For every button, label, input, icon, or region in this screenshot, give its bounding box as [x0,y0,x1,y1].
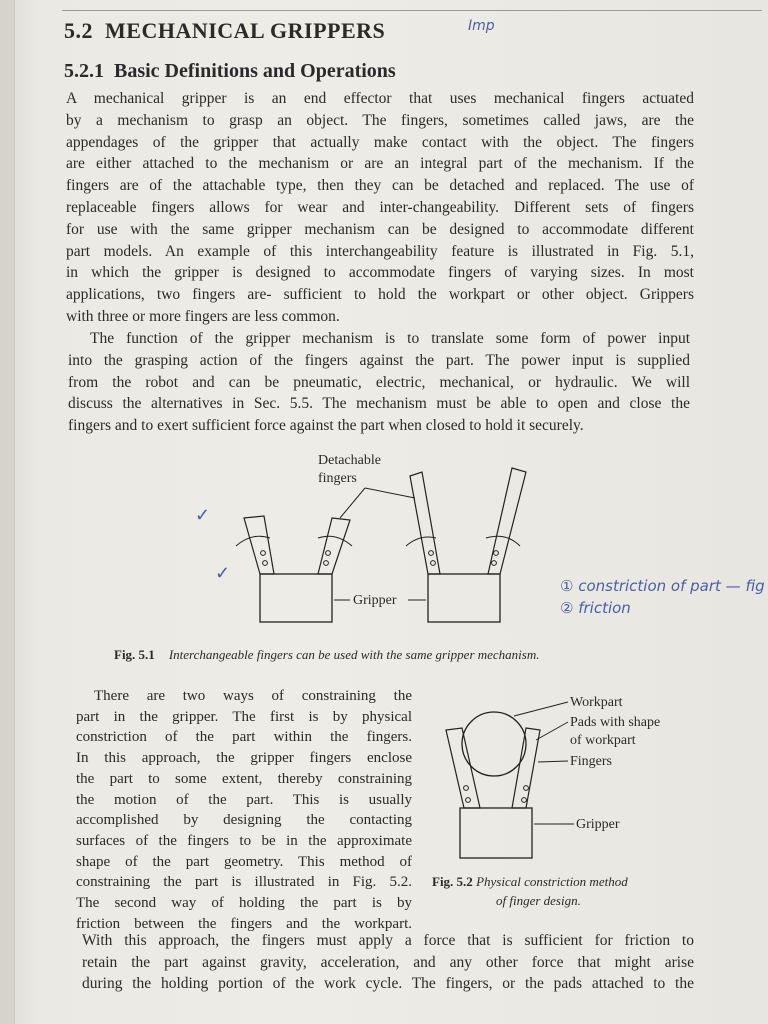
paragraph-1 [66,88,694,328]
section-title [64,18,385,44]
workpart-circle [462,712,526,776]
adjacent-page-margin [0,0,15,1024]
text-line: With this approach, the fingers must apply a force that is sufficient for friction to [82,932,694,949]
text-line: In this approach, the gripper fingers enclose [76,750,412,767]
caption-number: Fig. 5.2 [432,874,473,889]
text-line: appendages of the gripper that actually make contact with the object. The fingers [66,133,694,151]
caption-text: of finger design. [496,893,581,908]
text-line: part in the gripper. The first is by physical [76,708,412,725]
gripper-label: Gripper [576,817,620,832]
text-line: into the grasping action of the fingers against the part. The power input is supplied [68,351,690,369]
text-line: constriction of the part within the fingers. [76,729,412,746]
section-number: 5.2 [64,18,93,43]
long-finger-left [410,472,440,574]
paragraph-4 [82,930,694,995]
text-line: There are two ways of constraining the [94,688,412,704]
subsection-title-text: Basic Definitions and Operations [114,60,396,82]
text-line: by a mechanism to grasp an object. The fingers, sometimes called jaws, are the [66,111,694,129]
text-line: accomplished by designing the contacting [76,812,412,829]
text-line: The second way of holding the part is by [76,895,412,912]
text-line: with three or more fingers are less common. [66,307,340,325]
long-finger-right [488,468,526,574]
caption-text: Physical constriction method [476,874,628,889]
handwritten-margin-notes [560,575,765,619]
note-line: ② friction [560,599,631,617]
text-line: from the robot and can be pneumatic, electric, mechanical, or hydraulic. We will [68,373,690,391]
subsection-title [64,60,396,83]
text-line: retain the part against gravity, acceleration, and any other force that might arise [82,953,694,971]
text-line: discuss the alternatives in Sec. 5.5. The mechanism must be able to open and close the [68,395,690,413]
text-line: shape of the part geometry. This method of [76,853,412,870]
pads-label-line-1: Pads with shape [570,715,661,730]
right-gripper-body [428,574,500,622]
text-line: friction between the fingers and the workpart. [76,915,412,932]
text-line: surfaces of the fingers to be in the approximate [76,832,412,849]
paragraph-3 [76,686,412,934]
text-line: replaceable fingers allows for wear and inter-changeability. Different sets of fingers [66,198,694,216]
text-line: part models. An example of this interchangeability feature is illustrated in Fig. 5.1, [66,242,694,260]
caption-text: Interchangeable fingers can be used with the same gripper mechanism. [168,647,540,662]
fingers-label-line-2: fingers [318,471,357,486]
gripper-label: Gripper [353,593,397,608]
text-line: in which the gripper is designed to accommodate fingers of varying sizes. In most [66,264,694,282]
text-line: fingers and to exert sufficient force against the part when closed to hold it securely. [68,417,584,435]
text-line: are either attached to the mechanism or are an integral part of the mechanism. If the [66,155,694,173]
short-finger-left [244,516,274,574]
figure-5-1-caption [114,647,539,663]
figure-5-1-diagram [200,446,560,636]
gripper-body [460,808,532,858]
section-title-text: MECHANICAL GRIPPERS [105,18,386,43]
left-gripper-body [260,574,332,622]
check-mark-icon: ✓ [195,505,211,526]
workpart-label: Workpart [570,695,623,710]
text-line: applications, two fingers are- sufficient to hold the workpart or other object. Grippers [66,286,694,304]
text-line: for use with the same gripper mechanism can be designed to accommodate different [66,220,694,238]
check-mark-icon: ✓ [215,563,231,584]
figure-5-2-caption [432,872,702,910]
text-line: constraining the part is illustrated in Fig. 5.2. [76,874,412,891]
short-finger-right [318,518,350,574]
text-line: during the holding portion of the work cycle. The fingers, or the pads attached to the [82,975,694,992]
fingers-label: Fingers [570,754,612,769]
text-line: the part to some extent, thereby constraining [76,770,412,787]
subsection-number: 5.2.1 [64,60,104,82]
paragraph-2 [68,328,690,437]
text-line: The function of the gripper mechanism is to translate some form of power input [90,330,690,347]
pads-label-line-2: of workpart [570,733,636,748]
text-line: fingers are of the attachable type, then they can be detached and replaced. The use of [66,177,694,195]
text-line: A mechanical gripper is an end effector that uses mechanical fingers actuated [66,90,694,107]
figure-5-2-diagram [440,690,690,865]
handwritten-imp-note: Imp [468,18,495,34]
caption-number: Fig. 5.1 [114,647,155,662]
text-line: the motion of the part. This is usually [76,791,412,808]
note-line: ① constriction of part — fig [560,577,765,595]
finger-left [446,728,480,808]
fingers-label-line-1: Detachable [318,453,381,468]
header-rule [62,10,762,11]
